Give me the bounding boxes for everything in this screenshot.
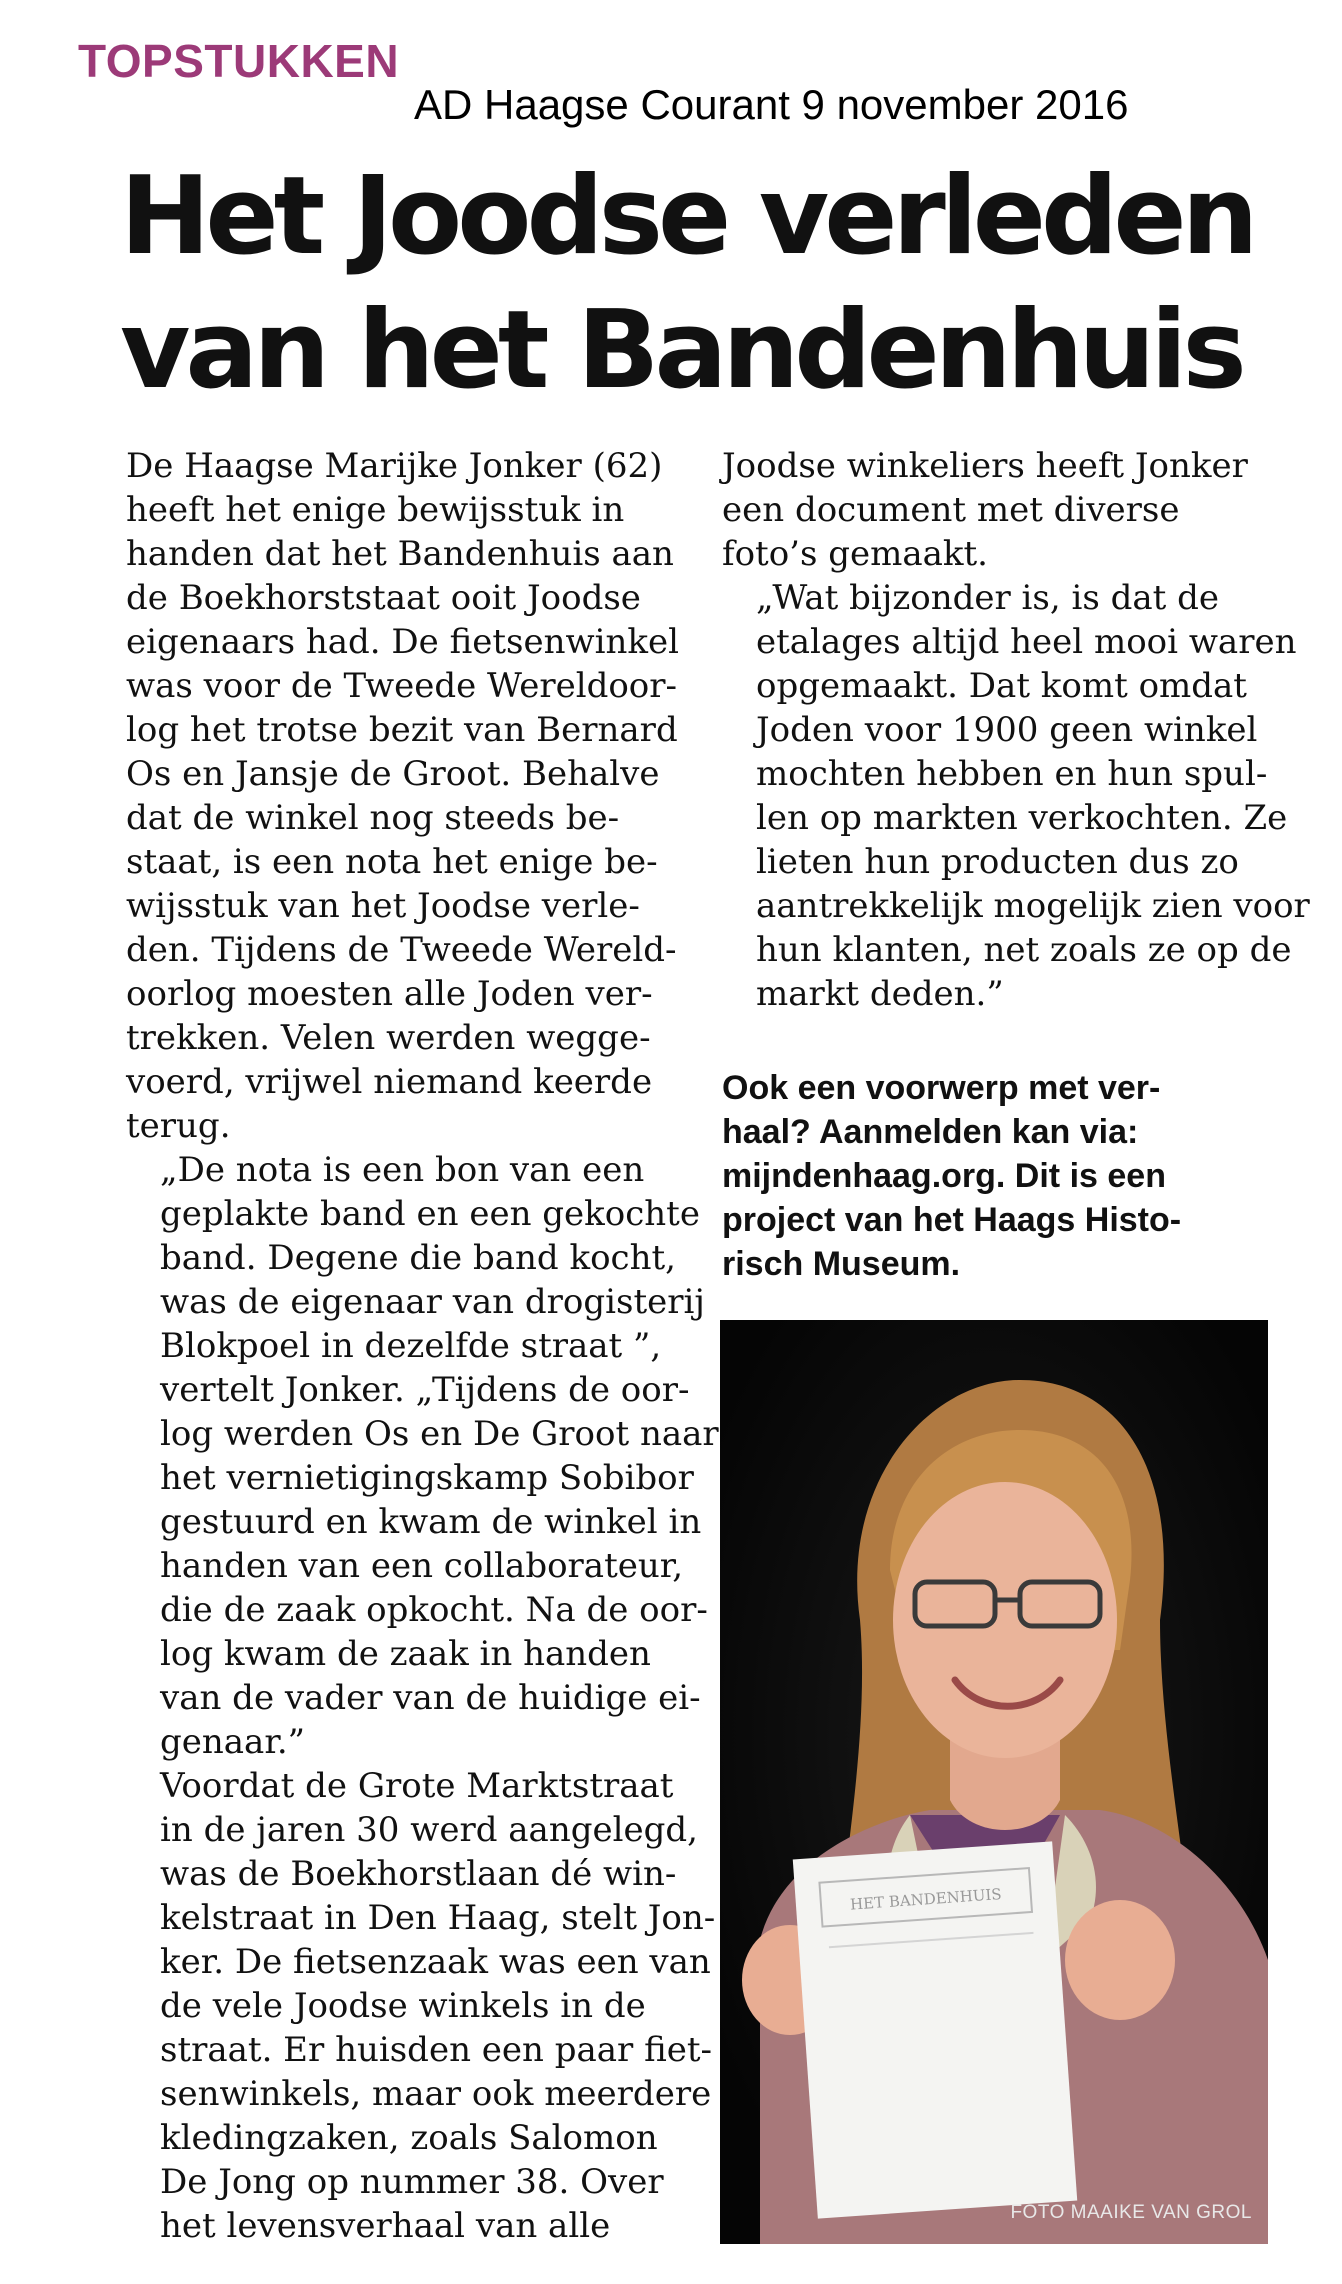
callout-line: risch Museum. bbox=[722, 1245, 961, 1283]
photo-credit: FOTO MAAIKE VAN GROL bbox=[1010, 2202, 1252, 2223]
text-line: de Boekhorststaat ooit Joodse bbox=[126, 578, 641, 618]
text-line: was de eigenaar van drogisterij bbox=[160, 1282, 705, 1322]
text-line: etalages altijd heel mooi waren bbox=[756, 622, 1297, 662]
text-line: De Jong op nummer 38. Over bbox=[160, 2162, 664, 2202]
document-text: HET BANDENHUIS bbox=[849, 1885, 1003, 1914]
text-line: den. Tijdens de Tweede Wereld- bbox=[126, 930, 677, 970]
headline-line-1: Het Joodse verleden bbox=[120, 154, 1254, 279]
article-paragraph bbox=[722, 444, 1282, 576]
text-line: senwinkels, maar ook meerdere bbox=[160, 2074, 712, 2114]
text-line: geplakte band en een gekochte bbox=[160, 1194, 700, 1234]
callout-line: project van het Haags Histo- bbox=[722, 1201, 1182, 1239]
text-line: was de Boekhorstlaan dé win- bbox=[160, 1854, 677, 1894]
text-line: kelstraat in Den Haag, stelt Jon- bbox=[160, 1898, 716, 1938]
article-paragraph bbox=[126, 444, 682, 1148]
source-line: AD Haagse Courant 9 november 2016 bbox=[414, 81, 1129, 128]
callout-line: Ook een voorwerp met ver- bbox=[722, 1069, 1161, 1107]
text-line: handen dat het Bandenhuis aan bbox=[126, 534, 674, 574]
text-line: handen van een collaborateur, bbox=[160, 1546, 684, 1586]
text-line: mochten hebben en hun spul- bbox=[756, 754, 1268, 794]
text-line: „De nota is een bon van een bbox=[160, 1150, 645, 1190]
text-line: die de zaak opkocht. Na de oor- bbox=[160, 1590, 708, 1630]
article-paragraph bbox=[126, 1764, 716, 2248]
text-line: oorlog moesten alle Joden ver- bbox=[126, 974, 653, 1014]
text-line: hun klanten, net zoals ze op de bbox=[756, 930, 1292, 970]
text-line: log het trotse bezit van Bernard bbox=[126, 710, 678, 750]
text-line: vertelt Jonker. „Tijdens de oor- bbox=[160, 1370, 690, 1410]
article-paragraph bbox=[722, 576, 1310, 1016]
portrait-illustration bbox=[720, 1320, 1268, 2244]
text-line: was voor de Tweede Wereldoor- bbox=[126, 666, 678, 706]
text-line: Os en Jansje de Groot. Behalve bbox=[126, 754, 660, 794]
text-line: dat de winkel nog steeds be- bbox=[126, 798, 620, 838]
text-line: foto’s gemaakt. bbox=[722, 534, 988, 574]
text-line: wijsstuk van het Joodse verle- bbox=[126, 886, 640, 926]
text-line: staat, is een nota het enige be- bbox=[126, 842, 658, 882]
text-line: markt deden.” bbox=[756, 974, 1004, 1014]
text-line: een document met diverse bbox=[722, 490, 1180, 530]
text-line: gestuurd en kwam de winkel in bbox=[160, 1502, 702, 1542]
text-line: ker. De fietsenzaak was een van bbox=[160, 1942, 711, 1982]
callout-box bbox=[722, 1066, 1282, 1286]
text-line: Joden voor 1900 geen winkel bbox=[756, 710, 1258, 750]
article-photo bbox=[720, 1320, 1268, 2244]
text-line: lieten hun producten dus zo bbox=[756, 842, 1239, 882]
text-line: band. Degene die band kocht, bbox=[160, 1238, 676, 1278]
text-line: terug. bbox=[126, 1106, 231, 1146]
text-line: len op markten verkochten. Ze bbox=[756, 798, 1288, 838]
article-paragraph bbox=[126, 1148, 719, 1764]
headline bbox=[120, 150, 1320, 418]
section-label: TOPSTUKKEN bbox=[78, 35, 400, 87]
text-line: log kwam de zaak in handen bbox=[160, 1634, 651, 1674]
text-line: in de jaren 30 werd aangelegd, bbox=[160, 1810, 698, 1850]
text-line: De Haagse Marijke Jonker (62) bbox=[126, 446, 663, 486]
text-line: Blokpoel in dezelfde straat ”, bbox=[160, 1326, 662, 1366]
text-line: de vele Joodse winkels in de bbox=[160, 1986, 646, 2026]
text-line: Voordat de Grote Marktstraat bbox=[160, 1766, 674, 1806]
text-line: genaar.” bbox=[160, 1722, 306, 1762]
text-line: voerd, vrijwel niemand keerde bbox=[126, 1062, 653, 1102]
text-line: het levensverhaal van alle bbox=[160, 2206, 611, 2246]
text-line: opgemaakt. Dat komt omdat bbox=[756, 666, 1247, 706]
callout-line: mijndenhaag.org. Dit is een bbox=[722, 1157, 1166, 1195]
text-line: straat. Er huisden een paar fiet- bbox=[160, 2030, 713, 2070]
article-column-left bbox=[126, 444, 719, 2248]
callout-line: haal? Aanmelden kan via: bbox=[722, 1113, 1139, 1151]
text-line: aantrekkelijk mogelijk zien voor bbox=[756, 886, 1310, 926]
text-line: log werden Os en De Groot naar bbox=[160, 1414, 719, 1454]
article-column-right bbox=[722, 444, 1310, 1016]
text-line: heeft het enige bewijsstuk in bbox=[126, 490, 625, 530]
text-line: trekken. Velen werden wegge- bbox=[126, 1018, 651, 1058]
text-line: „Wat bijzonder is, is dat de bbox=[756, 578, 1220, 618]
text-line: Joodse winkeliers heeft Jonker bbox=[722, 446, 1248, 486]
text-line: het vernietigingskamp Sobibor bbox=[160, 1458, 694, 1498]
text-line: eigenaars had. De fietsenwinkel bbox=[126, 622, 679, 662]
text-line: van de vader van de huidige ei- bbox=[160, 1678, 701, 1718]
headline-line-2: van het Bandenhuis bbox=[120, 288, 1242, 413]
text-line: kledingzaken, zoals Salomon bbox=[160, 2118, 658, 2158]
